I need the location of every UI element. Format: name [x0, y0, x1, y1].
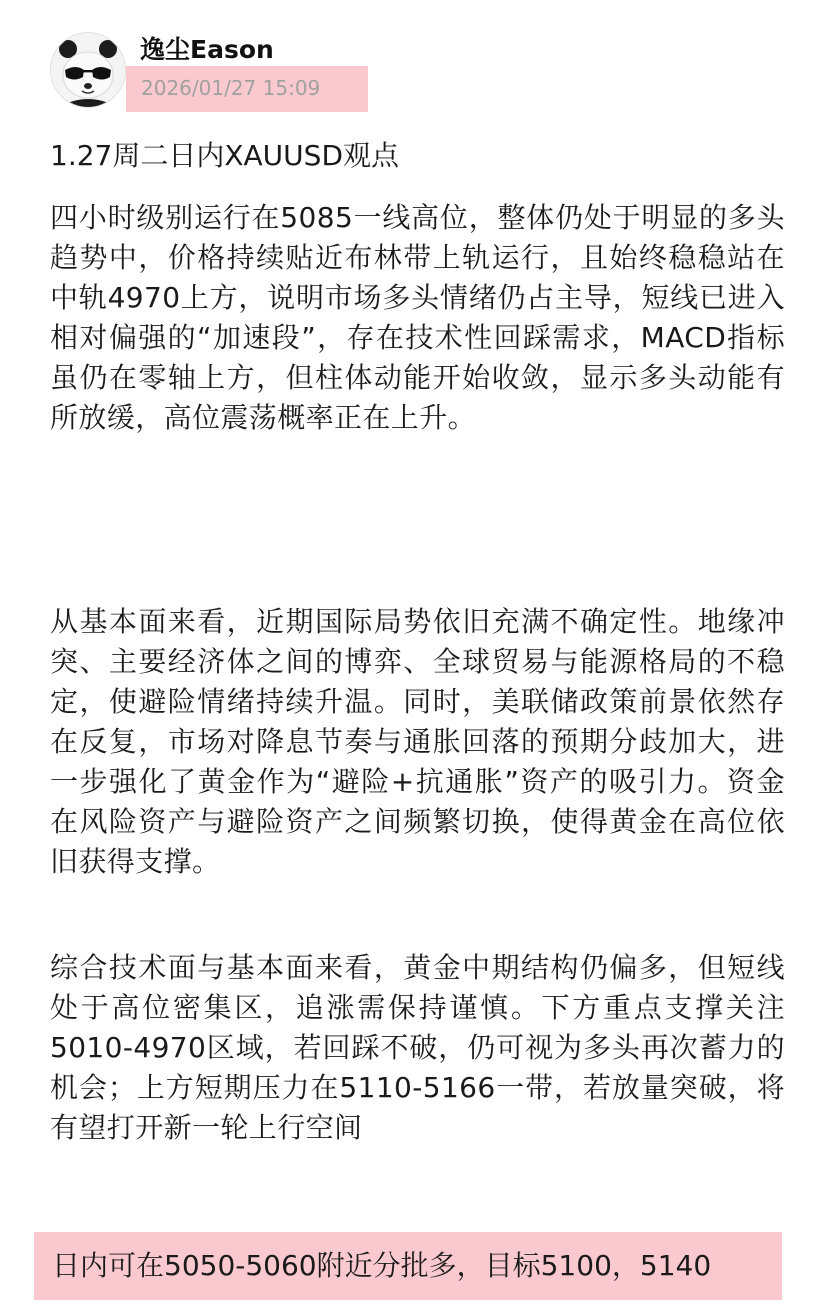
author-name[interactable]: 逸尘Eason: [140, 35, 274, 64]
panda-sunglasses-icon: [51, 33, 125, 107]
paragraph-summary: 综合技术面与基本面来看，黄金中期结构仍偏多，但短线处于高位密集区，追涨需保持谨慎。下方重点支撑关注5010-4970区域，若回踩不破，仍可视为多头再次蓄力的机会；上方短期压力在5110-5166一带，若放量突破，将有望打开新一轮上行空间: [50, 951, 785, 1144]
paragraph-technical: 四小时级别运行在5085一线高位，整体仍处于明显的多头趋势中，价格持续贴近布林带上轨运行，且始终稳稳站在中轨4970上方，说明市场多头情绪仍占主导，短线已进入相对偏强的“加速段”，存在技术性回踩需求，MACD指标虽仍在零轴上方，但柱体动能开始收敛，显示多头动能有所放缓，高位震荡概率正在上升。: [50, 201, 785, 434]
paragraph-fundamental: 从基本面来看，近期国际局势依旧充满不确定性。地缘冲突、主要经济体之间的博弈、全球贸易与能源格局的不稳定，使避险情绪持续升温。同时，美联储政策前景依然存在反复，市场对降息节奏与通胀回落的预期分歧加大，进一步强化了黄金作为“避险+抗通胀”资产的吸引力。资金在风险资产与避险资产之间频繁切换，使得黄金在高位依旧获得支撑。: [50, 605, 785, 878]
author-avatar[interactable]: [50, 32, 126, 108]
post-timestamp: 2026/01/27 15:09: [141, 76, 321, 100]
post-title: 1.27周二日内XAUUSD观点: [50, 139, 400, 172]
trade-highlight-text: 日内可在5050-5060附近分批多，目标5100，5140: [52, 1249, 712, 1282]
post-header: [0, 0, 828, 120]
